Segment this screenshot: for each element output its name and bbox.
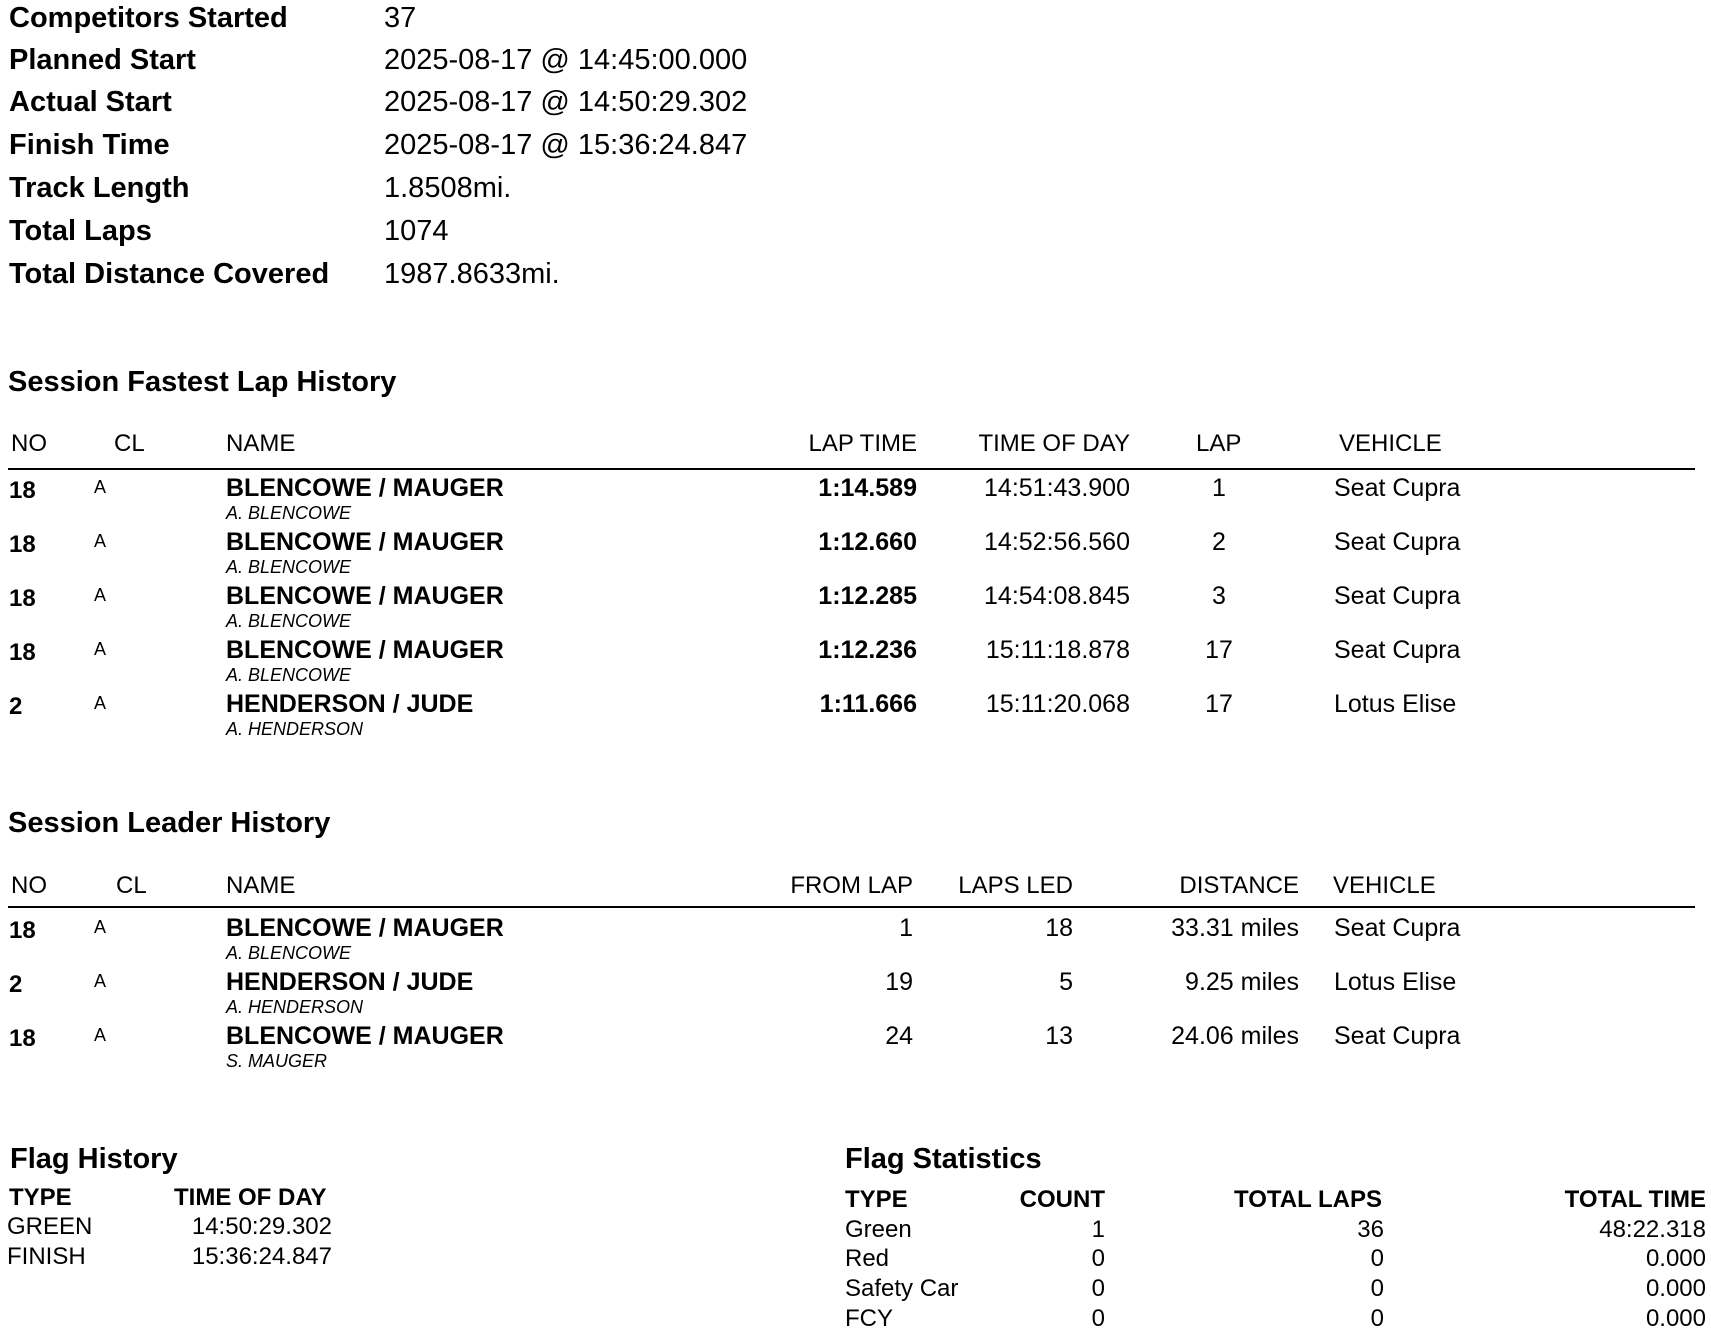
flag-stat-total-time: 48:22.318: [1599, 1216, 1706, 1243]
column-header-type: TYPE: [845, 1186, 908, 1213]
column-header-lap-time: LAP TIME: [808, 430, 917, 457]
fastest-lap-title: Session Fastest Lap History: [8, 366, 397, 398]
time-of-day: 14:52:56.560: [984, 528, 1130, 556]
summary-label: Actual Start: [9, 86, 172, 118]
driver-name: A. BLENCOWE: [226, 503, 352, 523]
car-number: 18: [9, 1025, 36, 1052]
column-header-name: NAME: [226, 872, 296, 899]
column-header-cl: CL: [116, 872, 147, 899]
column-header-count: COUNT: [1019, 1186, 1105, 1213]
car-number: 2: [9, 693, 23, 720]
team-name: BLENCOWE / MAUGER: [226, 636, 504, 664]
car-class: A: [94, 917, 107, 937]
lap-time: 1:12.660: [818, 528, 917, 556]
lap-number: 1: [1212, 474, 1226, 502]
time-of-day: 15:11:18.878: [985, 636, 1130, 664]
driver-name: A. HENDERSON: [226, 997, 364, 1017]
vehicle: Seat Cupra: [1334, 914, 1461, 942]
flag-stat-type: FCY: [845, 1305, 893, 1332]
lap-time: 1:11.666: [819, 690, 917, 718]
lap-number: 3: [1212, 582, 1226, 610]
vehicle: Seat Cupra: [1334, 636, 1461, 664]
laps-led: 13: [1045, 1022, 1073, 1050]
summary-label: Track Length: [9, 172, 190, 204]
flag-stat-total-time: 0.000: [1645, 1305, 1706, 1332]
summary-value: 37: [384, 2, 417, 34]
distance: 33.31 miles: [1171, 914, 1299, 942]
team-name: HENDERSON / JUDE: [226, 968, 474, 996]
driver-name: S. MAUGER: [226, 1051, 328, 1071]
column-header-vehicle: VEHICLE: [1333, 872, 1436, 899]
lap-number: 17: [1205, 636, 1233, 664]
driver-name: A. BLENCOWE: [226, 665, 352, 685]
summary-value: 2025-08-17 @ 14:50:29.302: [384, 86, 748, 118]
summary-value: 2025-08-17 @ 14:45:00.000: [384, 44, 748, 76]
summary-label: Finish Time: [9, 129, 170, 161]
column-header-total-time: TOTAL TIME: [1564, 1186, 1706, 1213]
flag-type: FINISH: [7, 1243, 86, 1270]
column-header-no: NO: [11, 872, 47, 899]
flag-stat-type: Safety Car: [845, 1275, 959, 1302]
car-number: 18: [9, 477, 36, 504]
time-of-day: 15:11:20.068: [985, 690, 1130, 718]
flag-stat-type: Red: [845, 1245, 890, 1272]
summary-label: Planned Start: [9, 44, 196, 76]
car-class: A: [94, 585, 107, 605]
laps-led: 18: [1045, 914, 1073, 942]
flag-stat-total-time: 0.000: [1645, 1275, 1706, 1302]
team-name: BLENCOWE / MAUGER: [226, 474, 504, 502]
leader-history-title: Session Leader History: [8, 807, 331, 839]
team-name: BLENCOWE / MAUGER: [226, 914, 504, 942]
time-of-day: 14:51:43.900: [984, 474, 1130, 502]
table-row: [0, 578, 1711, 632]
car-number: 2: [9, 971, 23, 998]
flag-time-of-day: 15:36:24.847: [191, 1243, 332, 1270]
vehicle: Lotus Elise: [1334, 690, 1457, 718]
vehicle: Lotus Elise: [1334, 968, 1457, 996]
driver-name: A. BLENCOWE: [226, 611, 352, 631]
car-number: 18: [9, 531, 36, 558]
summary-value: 2025-08-17 @ 15:36:24.847: [384, 129, 748, 161]
team-name: BLENCOWE / MAUGER: [226, 528, 504, 556]
column-header-distance: DISTANCE: [1179, 872, 1299, 899]
flag-stat-total-laps: 0: [1370, 1275, 1384, 1302]
from-lap: 19: [885, 968, 913, 996]
car-class: A: [94, 531, 107, 551]
column-header-from-lap: FROM LAP: [790, 872, 913, 899]
table-row: [0, 910, 1711, 964]
summary-label: Competitors Started: [9, 2, 288, 34]
column-header-lap: LAP: [1196, 430, 1242, 457]
car-number: 18: [9, 917, 36, 944]
summary-label: Total Laps: [9, 215, 152, 247]
table-row: [0, 964, 1711, 1018]
car-class: A: [94, 693, 107, 713]
laps-led: 5: [1059, 968, 1073, 996]
flag-history-title: Flag History: [10, 1143, 178, 1175]
flag-stat-count: 1: [1091, 1216, 1105, 1243]
vehicle: Seat Cupra: [1334, 528, 1461, 556]
flag-stat-total-laps: 0: [1370, 1245, 1384, 1272]
driver-name: A. BLENCOWE: [226, 557, 352, 577]
vehicle: Seat Cupra: [1334, 474, 1461, 502]
distance: 9.25 miles: [1185, 968, 1299, 996]
flag-time-of-day: 14:50:29.302: [191, 1213, 332, 1240]
lap-time: 1:12.285: [818, 582, 917, 610]
distance: 24.06 miles: [1171, 1022, 1299, 1050]
vehicle: Seat Cupra: [1334, 1022, 1461, 1050]
flag-type: GREEN: [7, 1213, 93, 1240]
team-name: BLENCOWE / MAUGER: [226, 582, 504, 610]
driver-name: A. BLENCOWE: [226, 943, 352, 963]
column-header-time-of-day: TIME OF DAY: [978, 430, 1130, 457]
summary-value: 1987.8633mi.: [384, 258, 560, 290]
flag-stat-count: 0: [1091, 1275, 1105, 1302]
car-class: A: [94, 639, 107, 659]
table-row: [0, 686, 1711, 740]
table-row: [0, 632, 1711, 686]
flag-stat-total-laps: 36: [1357, 1216, 1384, 1243]
flag-stat-type: Green: [845, 1216, 912, 1243]
vehicle: Seat Cupra: [1334, 582, 1461, 610]
column-header-no: NO: [11, 430, 47, 457]
column-header-type: TYPE: [9, 1184, 72, 1211]
flag-stat-total-time: 0.000: [1645, 1245, 1706, 1272]
column-header-time-of-day: TIME OF DAY: [174, 1184, 327, 1211]
table-row: [0, 524, 1711, 578]
team-name: BLENCOWE / MAUGER: [226, 1022, 504, 1050]
time-of-day: 14:54:08.845: [984, 582, 1130, 610]
flag-stat-count: 0: [1091, 1245, 1105, 1272]
lap-time: 1:12.236: [818, 636, 917, 664]
car-class: A: [94, 1025, 107, 1045]
driver-name: A. HENDERSON: [226, 719, 364, 739]
from-lap: 24: [885, 1022, 913, 1050]
flag-stat-count: 0: [1091, 1305, 1105, 1332]
lap-number: 17: [1205, 690, 1233, 718]
car-number: 18: [9, 639, 36, 666]
team-name: HENDERSON / JUDE: [226, 690, 474, 718]
table-row: [0, 1018, 1711, 1072]
column-header-laps-led: LAPS LED: [958, 872, 1073, 899]
car-class: A: [94, 971, 107, 991]
column-header-cl: CL: [114, 430, 145, 457]
summary-label: Total Distance Covered: [9, 258, 330, 290]
column-header-total-laps: TOTAL LAPS: [1233, 1186, 1382, 1213]
from-lap: 1: [899, 914, 913, 942]
flag-stat-total-laps: 0: [1370, 1305, 1384, 1332]
car-number: 18: [9, 585, 36, 612]
column-header-vehicle: VEHICLE: [1339, 430, 1442, 457]
table-row: [0, 470, 1711, 524]
column-header-name: NAME: [226, 430, 296, 457]
header-divider: [8, 906, 1695, 908]
lap-number: 2: [1212, 528, 1226, 556]
summary-value: 1074: [384, 215, 449, 247]
flag-statistics-title: Flag Statistics: [845, 1143, 1042, 1175]
lap-time: 1:14.589: [818, 474, 917, 502]
car-class: A: [94, 477, 107, 497]
summary-value: 1.8508mi.: [384, 172, 512, 204]
